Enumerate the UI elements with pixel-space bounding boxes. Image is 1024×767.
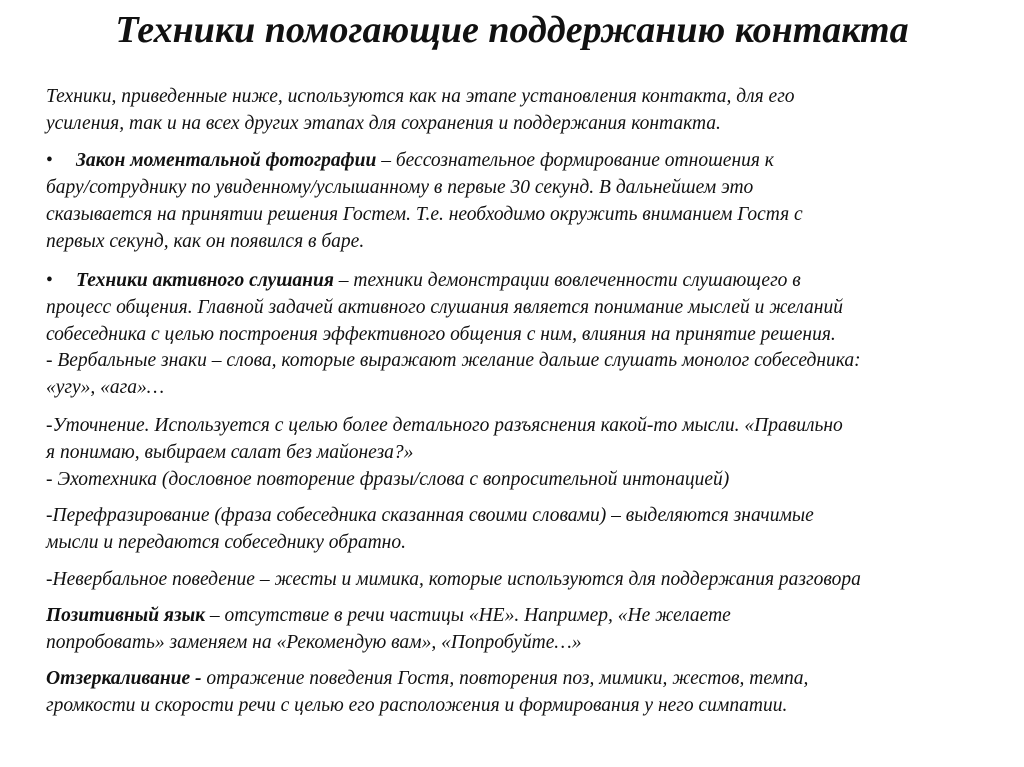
text-line bbox=[46, 603, 731, 629]
definition: – техники демонстрации вовлеченности слушающего в bbox=[333, 270, 801, 291]
text-line bbox=[46, 666, 808, 692]
term: Отзеркаливание - bbox=[46, 668, 207, 689]
text-line: - Эхотехника (дословное повторение фразы/слова с вопросительной интонацией) bbox=[46, 469, 730, 490]
text-line: -Перефразирование (фраза собеседника сказанная своими словами) – выделяются значимые bbox=[46, 505, 814, 526]
text-line: процесс общения. Главной задачей активного слушания является понимание мыслей и желаний bbox=[46, 297, 843, 318]
definition: отражение поведения Гостя, повторения поз, мимики, жестов, темпа, bbox=[206, 668, 809, 689]
text-line bbox=[46, 268, 801, 294]
term: Закон моментальной фотографии bbox=[76, 150, 377, 171]
text-line: усиления, так и на всех других этапах для сохранения и поддержания контакта. bbox=[46, 113, 721, 134]
text-line: собеседника с целью построения эффективного общения с ним, влияния на принятие решения. bbox=[46, 324, 836, 345]
bullet-icon: • bbox=[46, 150, 53, 171]
text-line: «угу», «ага»… bbox=[46, 377, 165, 398]
text-line: - Вербальные знаки – слова, которые выражают желание дальше слушать монолог собеседника: bbox=[46, 350, 861, 371]
bullet-icon: • bbox=[46, 270, 53, 291]
term: Позитивный язык bbox=[46, 605, 205, 626]
nonverbal-paragraph: -Невербальное поведение – жесты и мимика, которые используются для поддержания разговора bbox=[46, 569, 861, 590]
text-line: Техники, приведенные ниже, используются как на этапе установления контакта, для его bbox=[46, 86, 795, 107]
text-line: громкости и скорости речи с целью его расположения и формирования у него симпатии. bbox=[46, 695, 788, 716]
text-line: сказывается на принятии решения Гостем. Т.е. необходимо окружить вниманием Гостя с bbox=[46, 204, 803, 225]
text-line bbox=[46, 148, 774, 174]
text-line: я понимаю, выбираем салат без майонеза?» bbox=[46, 442, 414, 463]
slide-title: Техники помогающие поддержанию контакта bbox=[115, 9, 909, 51]
text-line: бару/сотруднику по увиденному/услышанному в первые 30 секунд. В дальнейшем это bbox=[46, 177, 754, 198]
text-line: -Уточнение. Используется с целью более детального разъяснения какой-то мысли. «Правильно bbox=[46, 415, 843, 436]
definition: – отсутствие в речи частицы «НЕ». Например, «Не желаете bbox=[204, 605, 731, 626]
term: Техники активного слушания bbox=[76, 270, 334, 291]
text-line: первых секунд, как он появился в баре. bbox=[46, 231, 365, 252]
text-line: попробовать» заменяем на «Рекомендую вам», «Попробуйте…» bbox=[46, 632, 582, 653]
text-line: мысли и передаются собеседнику обратно. bbox=[46, 532, 406, 553]
definition: – бессознательное формирование отношения к bbox=[376, 150, 774, 171]
